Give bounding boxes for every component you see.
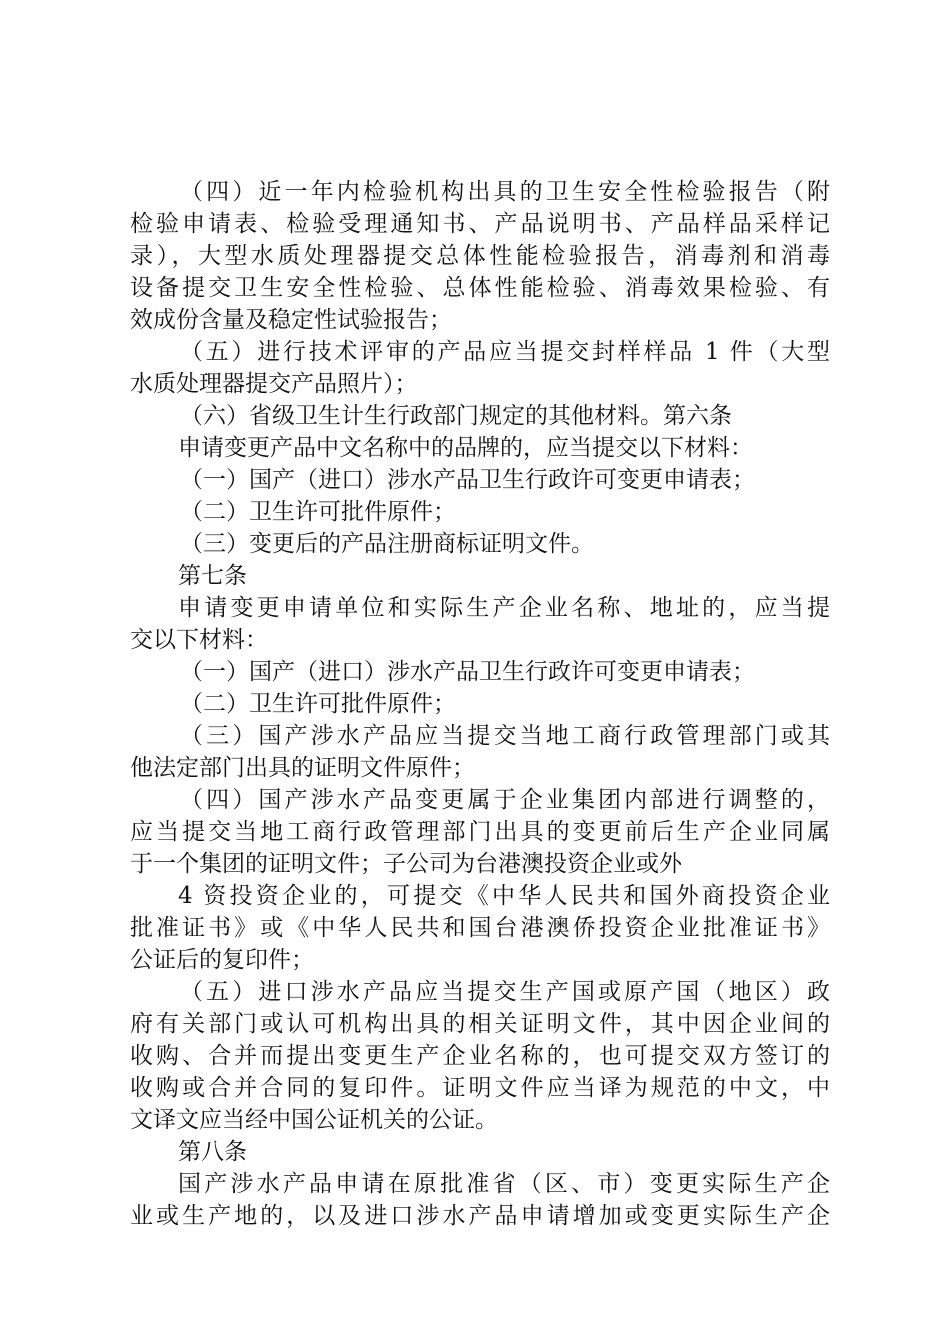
text-line: 检验申请表、检验受理通知书、产品说明书、产品样品采样记 bbox=[130, 211, 830, 237]
text-line: 收购、合并而提出变更生产企业名称的，也可提交双方签订的 bbox=[130, 1043, 830, 1069]
text-line: 设备提交卫生安全性检验、总体性能检验、消毒效果检验、有 bbox=[130, 275, 830, 301]
text-line: （三）变更后的产品注册商标证明文件。 bbox=[180, 531, 594, 557]
text-line: 业或生产地的，以及进口涉水产品申请增加或变更实际生产企 bbox=[130, 1203, 830, 1229]
text-line: 4 资投资企业的，可提交《中华人民共和国外商投资企业 bbox=[178, 883, 830, 909]
article-heading: 第八条 bbox=[178, 1139, 247, 1165]
text-line: （六）省级卫生计生行政部门规定的其他材料。第六条 bbox=[180, 403, 732, 429]
text-line: 应当提交当地工商行政管理部门出具的变更前后生产企业同属 bbox=[130, 819, 830, 845]
text-line: （二）卫生许可批件原件； bbox=[180, 499, 456, 525]
text-line: 申请变更申请单位和实际生产企业名称、地址的，应当提 bbox=[178, 595, 830, 621]
text-line: 收购或合并合同的复印件。证明文件应当译为规范的中文，中 bbox=[130, 1075, 830, 1101]
text-line: 申请变更产品中文名称中的品牌的，应当提交以下材料： bbox=[178, 435, 753, 461]
article-heading: 第七条 bbox=[178, 563, 247, 589]
text-line: 批准证书》或《中华人民共和国台港澳侨投资企业批准证书》 bbox=[130, 915, 830, 941]
text-line: （一）国产（进口）涉水产品卫生行政许可变更申请表； bbox=[180, 659, 755, 685]
text-line: 文译文应当经中国公证机关的公证。 bbox=[130, 1107, 498, 1133]
text-line: （五）进口涉水产品应当提交生产国或原产国（地区）政 bbox=[180, 979, 830, 1005]
text-line: （二）卫生许可批件原件； bbox=[180, 691, 456, 717]
text-line: （四）近一年内检验机构出具的卫生安全性检验报告（附 bbox=[180, 179, 830, 205]
text-line: 交以下材料： bbox=[130, 627, 268, 653]
text-line: 于一个集团的证明文件；子公司为台港澳投资企业或外 bbox=[130, 851, 682, 877]
text-line: （一）国产（进口）涉水产品卫生行政许可变更申请表； bbox=[180, 467, 755, 493]
text-line: （五）进行技术评审的产品应当提交封样样品 1 件（大型 bbox=[180, 339, 830, 365]
text-line: （四）国产涉水产品变更属于企业集团内部进行调整的， bbox=[180, 787, 830, 813]
text-line: 水质处理器提交产品照片）； bbox=[130, 371, 418, 397]
text-line: （三）国产涉水产品应当提交当地工商行政管理部门或其 bbox=[180, 723, 830, 749]
text-line: 他法定部门出具的证明文件原件； bbox=[130, 755, 475, 781]
text-line: 府有关部门或认可机构出具的相关证明文件，其中因企业间的 bbox=[130, 1011, 830, 1037]
text-line: 录），大型水质处理器提交总体性能检验报告，消毒剂和消毒 bbox=[130, 243, 830, 269]
text-line: 公证后的复印件； bbox=[130, 947, 314, 973]
text-line: 效成份含量及稳定性试验报告； bbox=[130, 307, 452, 333]
text-line: 国产涉水产品申请在原批准省（区、市）变更实际生产企 bbox=[178, 1171, 830, 1197]
